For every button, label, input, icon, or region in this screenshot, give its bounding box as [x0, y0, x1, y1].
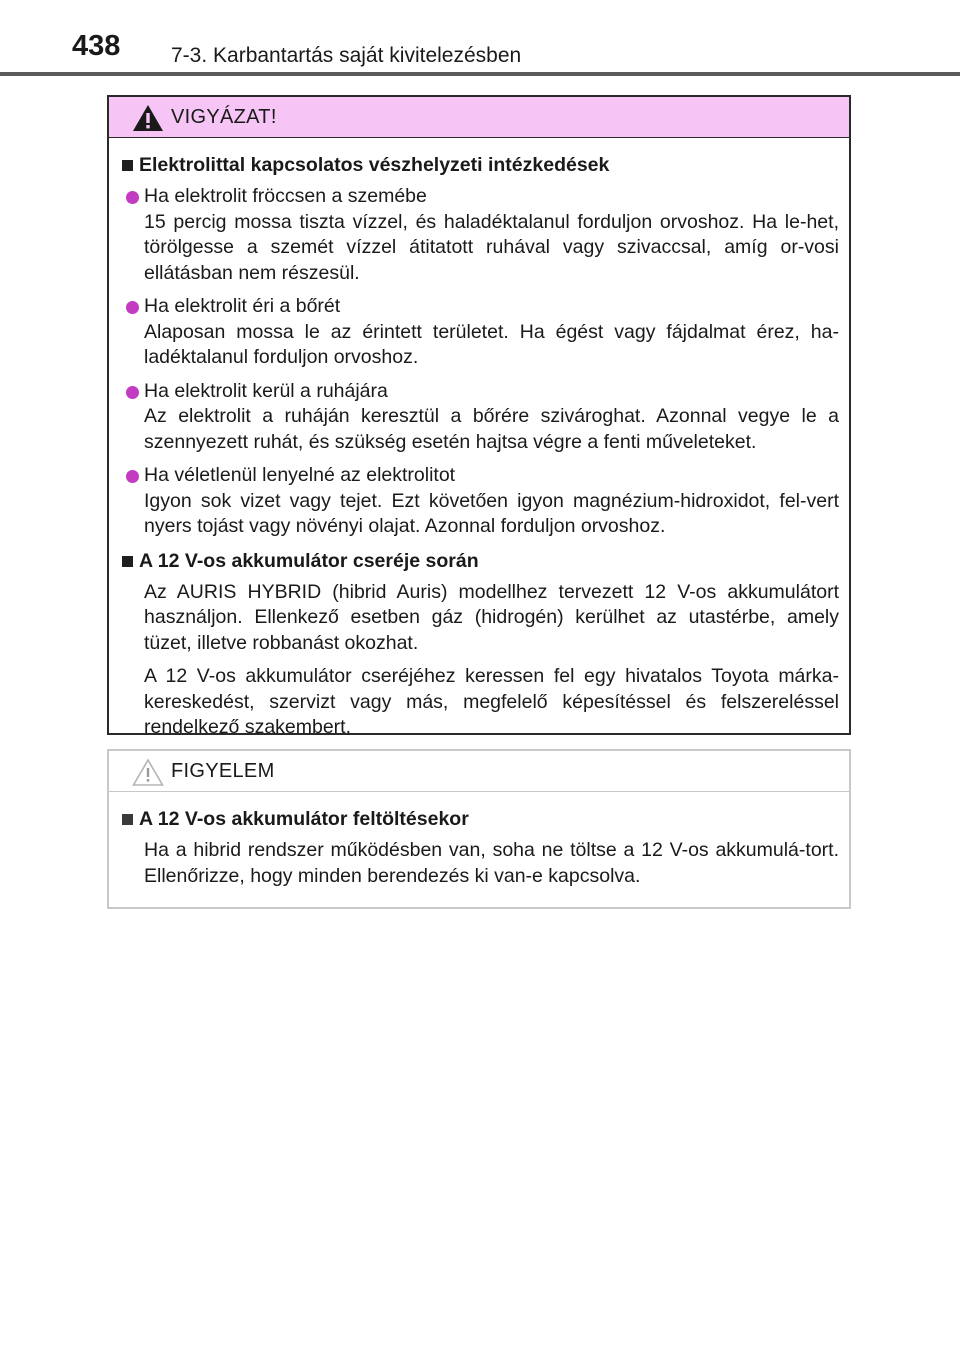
section-title: 7-3. Karbantartás saját kivitelezésben	[171, 44, 522, 67]
header-divider	[0, 72, 960, 76]
item-title: Ha véletlenül lenyelné az elektrolitot	[144, 464, 456, 486]
heading-text: A 12 V-os akkumulátor feltöltésekor	[139, 808, 469, 830]
page-number: 438	[72, 30, 121, 62]
item-title: Ha elektrolit kerül a ruhájára	[144, 379, 388, 402]
item-title: Ha elektrolit fröccsen a szemébe	[144, 185, 427, 207]
list-item	[126, 463, 839, 540]
square-bullet-icon	[122, 160, 133, 171]
heading-text: Elektrolittal kapcsolatos vészhelyzeti intézkedések	[139, 154, 610, 176]
square-bullet-icon	[122, 556, 133, 567]
circle-bullet-icon	[126, 191, 139, 204]
notice-box	[107, 749, 851, 909]
page-header	[0, 0, 960, 76]
square-bullet-icon	[122, 814, 133, 825]
heading-text: A 12 V-os akkumulátor cseréje során	[139, 549, 479, 572]
item-text: 15 percig mossa tiszta vízzel, és haladéktalanul forduljon orvoshoz. Ha le-het, törölgesse a szemét vízzel átitatott ruhával vagy szivaccsal, amíg or-vosi ellátásban nem részesül.	[144, 210, 839, 284]
caution-header	[109, 97, 849, 138]
list-item	[126, 294, 839, 371]
circle-bullet-icon	[126, 386, 139, 399]
section-heading	[119, 548, 839, 574]
item-text: Az elektrolit a ruháján keresztül a bőrére szivároghat. Azonnal vegye le a szennyezett ruhát, és szükség esetén hajtsa végre a fenti műveleteket.	[144, 405, 839, 453]
caution-body	[109, 138, 849, 741]
list-item	[126, 379, 839, 456]
section-heading	[119, 806, 839, 832]
item-title: Ha elektrolit éri a bőrét	[144, 295, 341, 317]
list-item	[126, 184, 839, 286]
notice-body	[109, 792, 849, 889]
warning-outline-icon	[131, 757, 165, 787]
warning-icon	[131, 103, 165, 133]
circle-bullet-icon	[126, 301, 139, 314]
item-text: Igyon sok vizet vagy tejet. Ezt követően igyon magnézium-hidroxidot, fel-vert nyers tojást vagy növényi olajat. Azonnal forduljon orvoshoz.	[144, 489, 839, 537]
notice-header	[109, 751, 849, 792]
caution-box	[107, 95, 851, 738]
section-heading	[119, 152, 839, 178]
paragraph: Az AURIS HYBRID (hibrid Auris) modellhez tervezett 12 V-os akkumulátort használjon. Ellenkező esetben gáz (hidrogén) kerülhet az utastérbe, amely tüzet, illetve robbanást okozhat.	[144, 580, 839, 654]
caution-label: VIGYÁZAT!	[171, 106, 277, 128]
circle-bullet-icon	[126, 470, 139, 483]
notice-label: FIGYELEM	[171, 760, 275, 782]
paragraph: Ha a hibrid rendszer működésben van, soha ne töltse a 12 V-os akkumulá-tort. Ellenőrizze, hogy minden berendezés ki van-e kapcsolva.	[144, 839, 839, 887]
item-text: Alaposan mossa le az érintett területet. Ha égést vagy fájdalmat érez, ha-ladéktalanul forduljon orvoshoz.	[144, 320, 839, 368]
paragraph: A 12 V-os akkumulátor cseréjéhez keressen fel egy hivatalos Toyota márka-kereskedést, szervizt vagy más, megfelelő képesítéssel és felszereléssel rendelkező szakembert.	[144, 665, 839, 738]
